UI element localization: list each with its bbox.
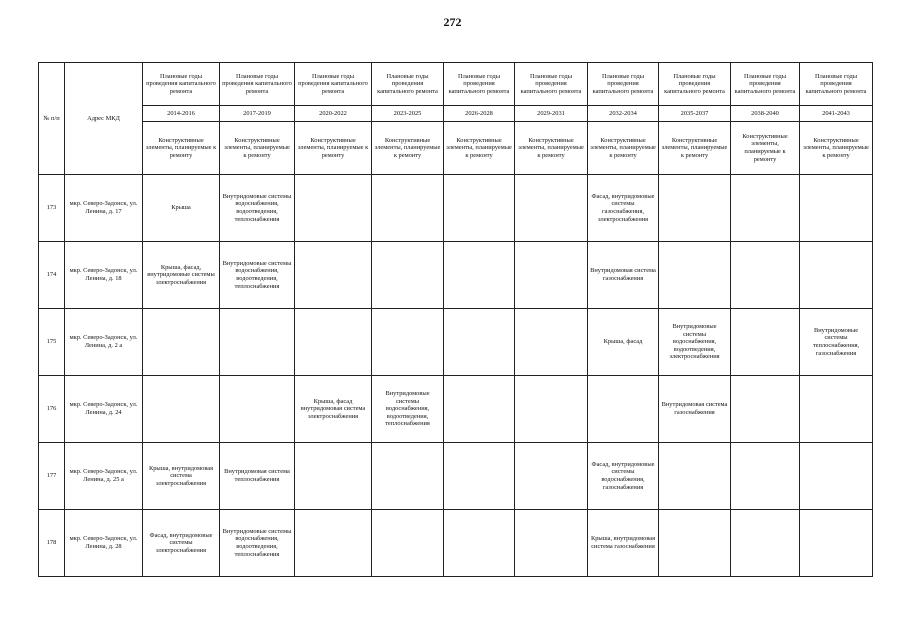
- header-row-elements: [39, 122, 873, 175]
- elements-header: Конструктивные элементы, планируемые к ремонту: [731, 122, 800, 175]
- repair-elements-cell: [800, 376, 873, 443]
- table-body: [39, 175, 873, 577]
- period-header: 2023-2025: [372, 106, 444, 122]
- period-header: 2020-2022: [295, 106, 372, 122]
- repair-elements-cell: [444, 510, 515, 577]
- repair-elements-cell: Внутридомовая система газоснабжения: [659, 376, 731, 443]
- table-header: [39, 63, 873, 175]
- elements-header: Конструктивные элементы, планируемые к ремонту: [372, 122, 444, 175]
- planned-years-header: Плановые годы проведения капитального ремонта: [659, 63, 731, 106]
- elements-header: Конструктивные элементы, планируемые к ремонту: [444, 122, 515, 175]
- repair-elements-cell: Крыша, фасад внутридомовая система электроснабжения: [295, 376, 372, 443]
- repair-elements-cell: [800, 510, 873, 577]
- repair-elements-cell: [372, 309, 444, 376]
- repair-elements-cell: [220, 376, 295, 443]
- repair-elements-cell: [659, 242, 731, 309]
- period-header: 2038-2040: [731, 106, 800, 122]
- repair-elements-cell: [588, 376, 659, 443]
- repair-elements-cell: [515, 510, 588, 577]
- period-header: 2041-2043: [800, 106, 873, 122]
- repair-elements-cell: [444, 242, 515, 309]
- repair-elements-cell: Внутридомовые системы водоснабжения, водоотведения, теплоснабжения: [220, 510, 295, 577]
- planned-years-header: Плановые годы проведения капитального ремонта: [295, 63, 372, 106]
- repair-elements-cell: [731, 376, 800, 443]
- row-address: мкр. Северо-Задонск, ул. Ленина, д. 25 а: [65, 443, 143, 510]
- repair-elements-cell: [800, 242, 873, 309]
- repair-elements-cell: Внутридомовые системы водоснабжения, водоотведения, электроснабжения: [659, 309, 731, 376]
- planned-years-header: Плановые годы проведения капитального ремонта: [143, 63, 220, 106]
- repair-elements-cell: [444, 376, 515, 443]
- period-header: 2032-2034: [588, 106, 659, 122]
- elements-header: Конструктивные элементы, планируемые к ремонту: [800, 122, 873, 175]
- address-column-header: Адрес МКД: [65, 63, 143, 175]
- repair-elements-cell: [372, 443, 444, 510]
- repair-elements-cell: [659, 443, 731, 510]
- row-number: 173: [39, 175, 65, 242]
- row-address: мкр. Северо-Задонск, ул. Ленина, д. 18: [65, 242, 143, 309]
- repair-elements-cell: [731, 309, 800, 376]
- repair-elements-cell: Фасад, внутридомовые системы водоснабжения, газоснабжения: [588, 443, 659, 510]
- repair-elements-cell: [295, 510, 372, 577]
- repair-elements-cell: Внутридомовая система газоснабжения: [588, 242, 659, 309]
- repair-elements-cell: [372, 175, 444, 242]
- table-row: [39, 376, 873, 443]
- repair-elements-cell: [659, 175, 731, 242]
- table-row: [39, 510, 873, 577]
- row-number: 175: [39, 309, 65, 376]
- repair-elements-cell: [515, 443, 588, 510]
- table-row: [39, 242, 873, 309]
- repair-elements-cell: [515, 376, 588, 443]
- repair-elements-cell: [372, 242, 444, 309]
- row-address: мкр. Северо-Задонск, ул. Ленина, д. 28: [65, 510, 143, 577]
- row-number: 177: [39, 443, 65, 510]
- repair-elements-cell: Фасад, внутридомовые системы газоснабжения, электроснабжения: [588, 175, 659, 242]
- elements-header: Конструктивные элементы, планируемые к ремонту: [515, 122, 588, 175]
- repair-elements-cell: [515, 309, 588, 376]
- planned-years-header: Плановые годы проведения капитального ремонта: [800, 63, 873, 106]
- repair-elements-cell: Крыша, фасад, внутридомовые системы электроснабжения: [143, 242, 220, 309]
- period-header: 2014-2016: [143, 106, 220, 122]
- row-number: 174: [39, 242, 65, 309]
- table-row: [39, 309, 873, 376]
- repair-elements-cell: [295, 175, 372, 242]
- repair-elements-cell: Внутридомовые системы водоснабжения, водоотведения, теплоснабжения: [220, 242, 295, 309]
- repair-elements-cell: Крыша, внутридомовая система газоснабжения: [588, 510, 659, 577]
- planned-years-header: Плановые годы проведения капитального ремонта: [372, 63, 444, 106]
- repair-elements-cell: [295, 309, 372, 376]
- repair-elements-cell: [295, 443, 372, 510]
- elements-header: Конструктивные элементы, планируемые к ремонту: [295, 122, 372, 175]
- row-address: мкр. Северо-Задонск, ул. Ленина, д. 24: [65, 376, 143, 443]
- elements-header: Конструктивные элементы, планируемые к ремонту: [588, 122, 659, 175]
- repair-elements-cell: [372, 510, 444, 577]
- table-row: [39, 443, 873, 510]
- period-header: 2035-2037: [659, 106, 731, 122]
- planned-years-header: Плановые годы проведения капитального ремонта: [220, 63, 295, 106]
- table-row: [39, 175, 873, 242]
- repair-elements-cell: [220, 309, 295, 376]
- repair-elements-cell: [800, 175, 873, 242]
- repair-elements-cell: [731, 443, 800, 510]
- row-number: 176: [39, 376, 65, 443]
- repair-elements-cell: [295, 242, 372, 309]
- period-header: 2029-2031: [515, 106, 588, 122]
- repair-elements-cell: [731, 510, 800, 577]
- repair-elements-cell: Внутридомовые системы теплоснабжения, газоснабжения: [800, 309, 873, 376]
- elements-header: Конструктивные элементы, планируемые к ремонту: [143, 122, 220, 175]
- planned-years-header: Плановые годы проведения капитального ремонта: [444, 63, 515, 106]
- repair-elements-cell: Крыша: [143, 175, 220, 242]
- repair-elements-cell: Фасад, внутридомовые системы электроснабжения: [143, 510, 220, 577]
- repair-elements-cell: Внутридомовые системы водоснабжения, водоотведения, теплоснабжения: [220, 175, 295, 242]
- repair-elements-cell: [800, 443, 873, 510]
- repair-elements-cell: [731, 242, 800, 309]
- repair-elements-cell: Внутридомовые системы водоснабжения, водоотведения, теплоснабжения: [372, 376, 444, 443]
- repair-elements-cell: [444, 309, 515, 376]
- planned-years-header: Плановые годы проведения капитального ремонта: [588, 63, 659, 106]
- planned-years-header: Плановые годы проведения капитального ремонта: [731, 63, 800, 106]
- row-address: мкр. Северо-Задонск, ул. Ленина, д. 17: [65, 175, 143, 242]
- repair-elements-cell: [515, 175, 588, 242]
- repair-elements-cell: [143, 309, 220, 376]
- repair-elements-cell: [444, 443, 515, 510]
- header-row-planned-years: [39, 63, 873, 106]
- row-address: мкр. Северо-Задонск, ул. Ленина, д. 2 а: [65, 309, 143, 376]
- num-column-header: № п/п: [39, 63, 65, 175]
- repair-elements-cell: [731, 175, 800, 242]
- period-header: 2017-2019: [220, 106, 295, 122]
- repair-schedule-table: [38, 62, 873, 577]
- header-row-periods: [39, 106, 873, 122]
- elements-header: Конструктивные элементы, планируемые к ремонту: [220, 122, 295, 175]
- repair-elements-cell: [143, 376, 220, 443]
- period-header: 2026-2028: [444, 106, 515, 122]
- row-number: 178: [39, 510, 65, 577]
- repair-elements-cell: [515, 242, 588, 309]
- page-number: 272: [443, 15, 462, 29]
- repair-elements-cell: [444, 175, 515, 242]
- planned-years-header: Плановые годы проведения капитального ремонта: [515, 63, 588, 106]
- repair-elements-cell: [659, 510, 731, 577]
- repair-elements-cell: Крыша, фасад: [588, 309, 659, 376]
- repair-elements-cell: Крыша, внутридомовая система электроснабжения: [143, 443, 220, 510]
- elements-header: Конструктивные элементы, планируемые к ремонту: [659, 122, 731, 175]
- repair-elements-cell: Внутридомовая система теплоснабжения: [220, 443, 295, 510]
